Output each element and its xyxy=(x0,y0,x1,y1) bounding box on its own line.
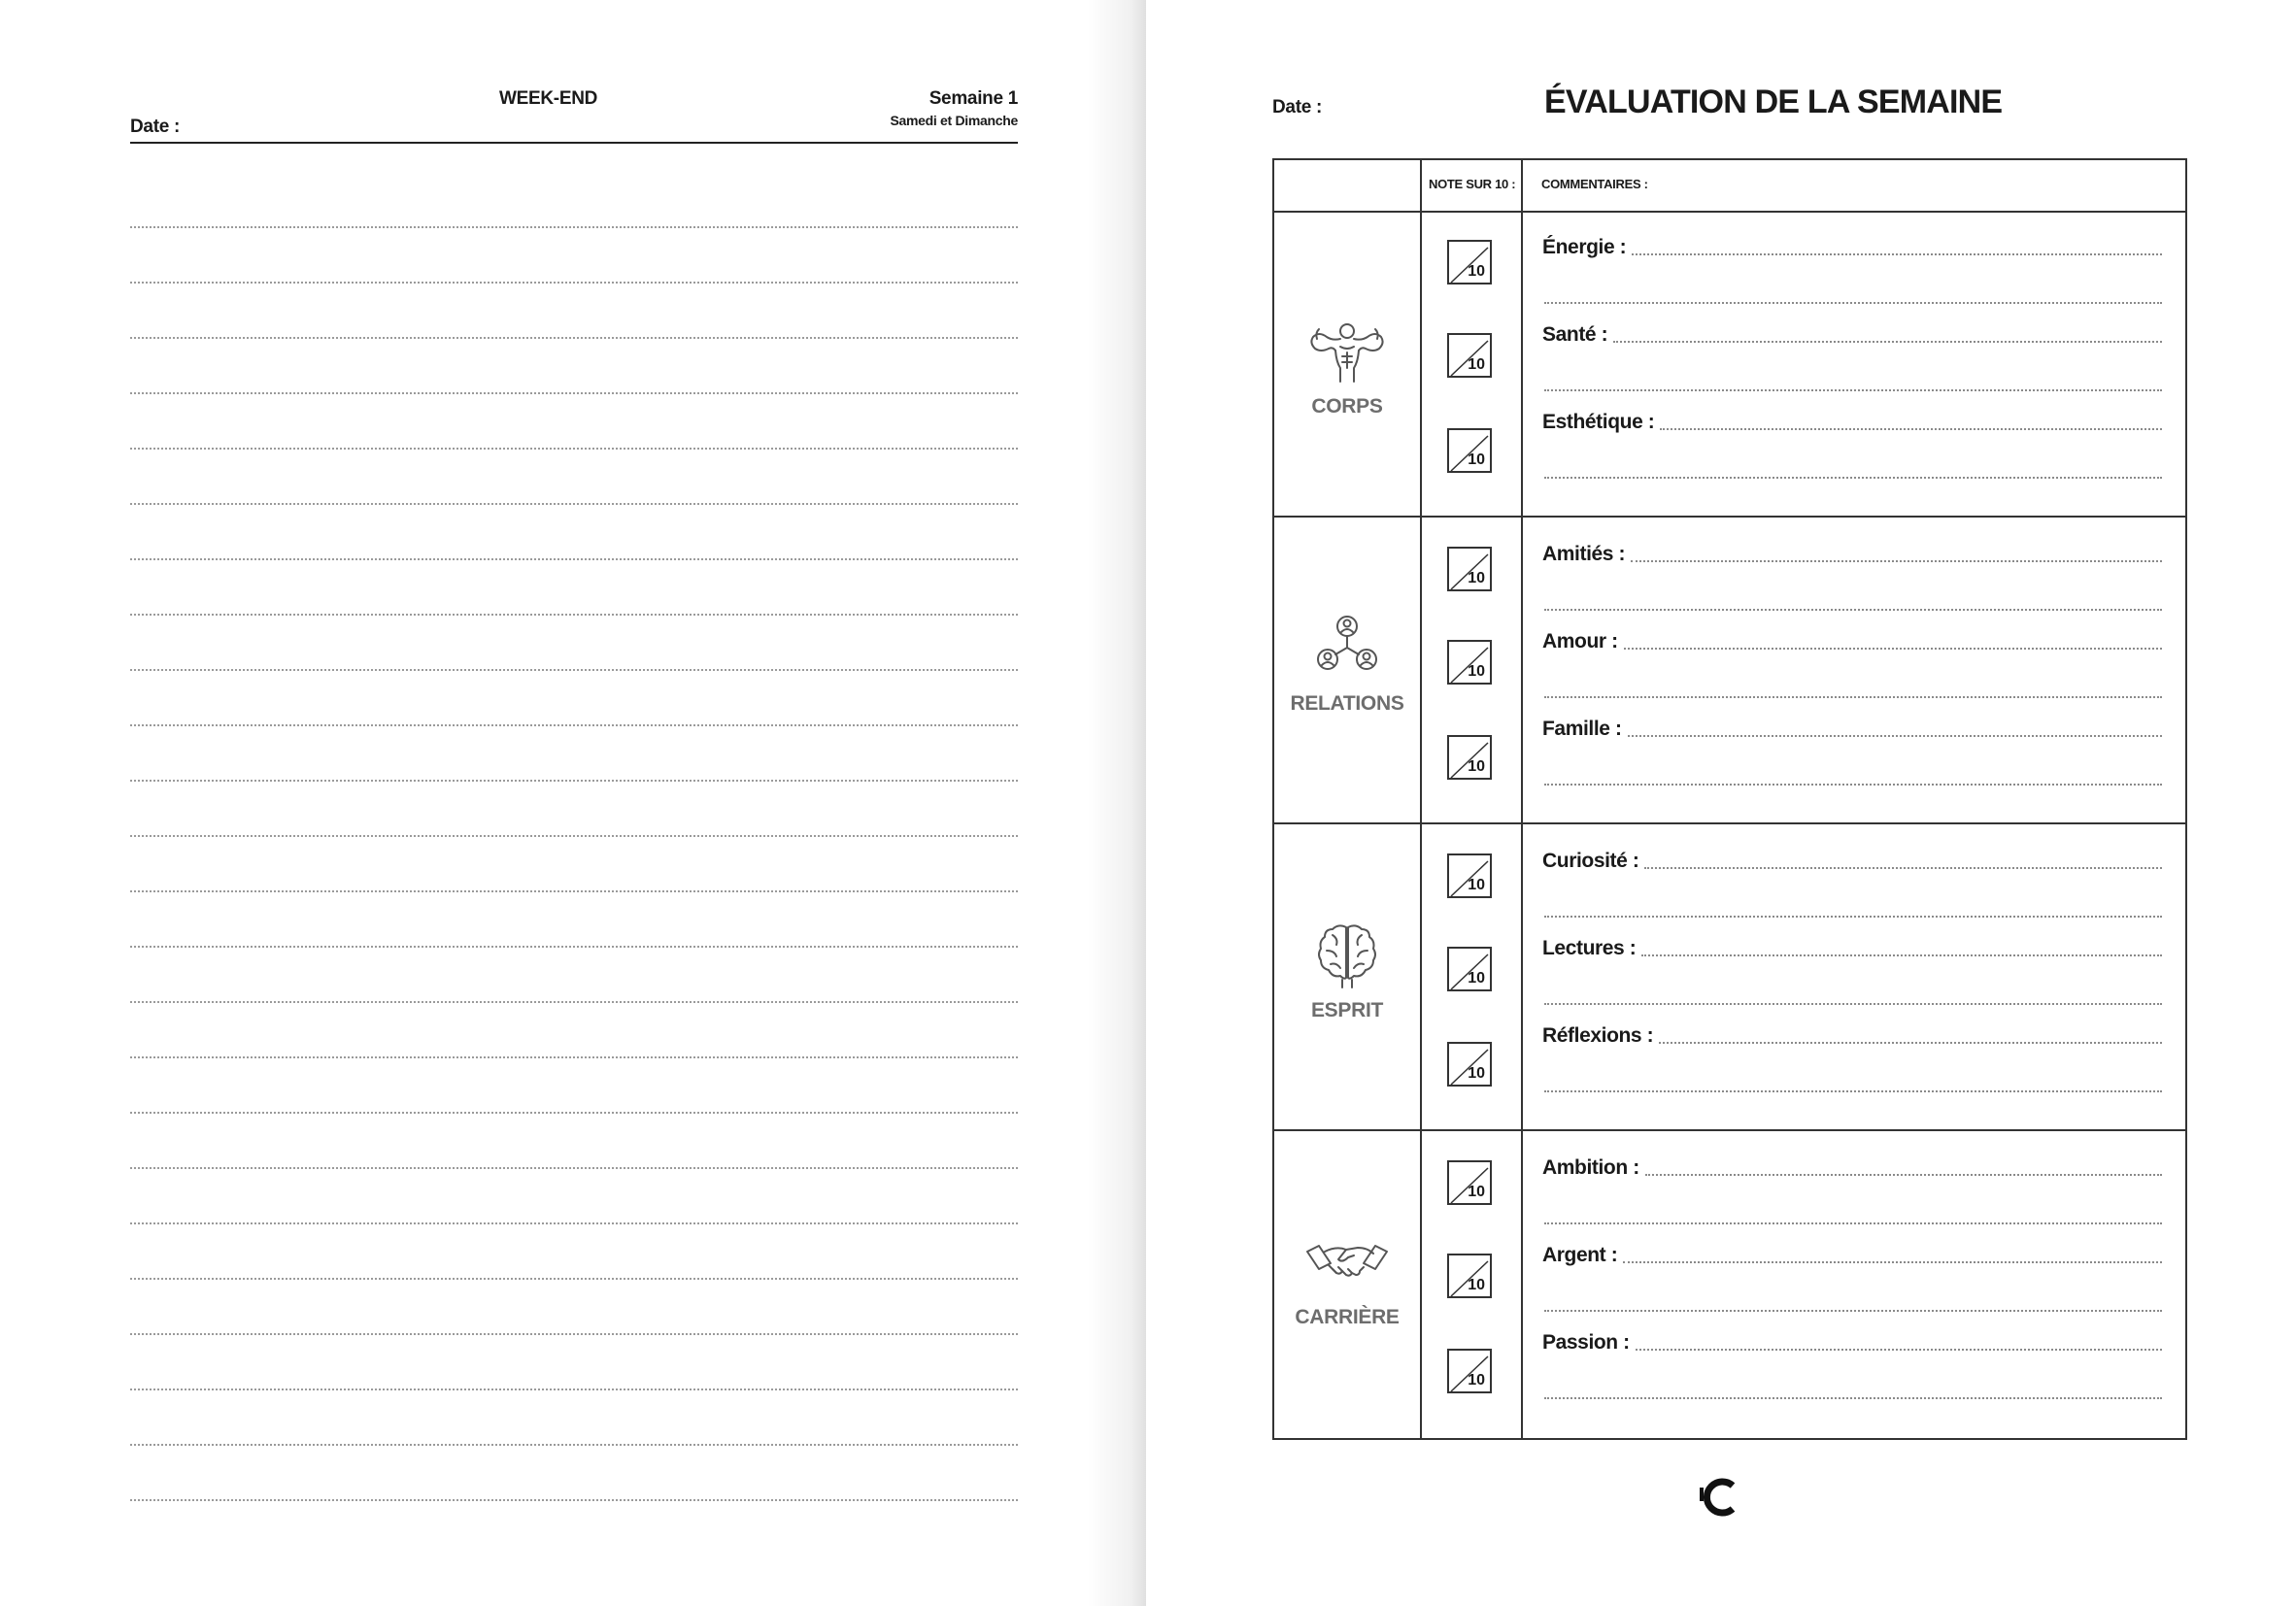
bodybuilder-icon xyxy=(1303,318,1391,385)
score-denominator: 10 xyxy=(1468,1372,1485,1389)
table-header-row xyxy=(1274,160,2185,213)
dotted-line[interactable] xyxy=(1544,916,2162,918)
score-input-box[interactable] xyxy=(1447,240,1492,284)
section-label: CORPS xyxy=(1311,395,1383,418)
writing-line[interactable] xyxy=(130,1280,1018,1335)
dotted-line[interactable] xyxy=(1544,1003,2162,1005)
score-denominator: 10 xyxy=(1468,356,1485,373)
comment-field[interactable] xyxy=(1542,1019,2162,1092)
dotted-line[interactable] xyxy=(1544,477,2162,479)
comment-field[interactable] xyxy=(1542,318,2162,391)
writing-line[interactable] xyxy=(130,228,1018,284)
comment-field[interactable] xyxy=(1542,1325,2162,1399)
comment-label: Esthétique : xyxy=(1542,411,1655,433)
score-denominator: 10 xyxy=(1468,1184,1485,1200)
dotted-line[interactable] xyxy=(1631,560,2162,562)
dotted-line[interactable] xyxy=(1544,696,2162,698)
handshake-icon xyxy=(1303,1228,1391,1296)
score-input-box[interactable] xyxy=(1447,947,1492,991)
writing-line[interactable] xyxy=(130,892,1018,948)
dotted-line[interactable] xyxy=(1624,648,2162,650)
comment-field[interactable] xyxy=(1542,230,2162,304)
comment-label: Curiosité : xyxy=(1542,850,1639,872)
comment-label: Passion : xyxy=(1542,1331,1630,1354)
people-network-icon xyxy=(1303,615,1391,683)
section-corps xyxy=(1274,211,2185,518)
dotted-line[interactable] xyxy=(1544,1222,2162,1224)
dotted-line[interactable] xyxy=(1628,735,2162,737)
date-label: Date : xyxy=(130,117,180,137)
writing-line[interactable] xyxy=(130,339,1018,394)
comment-label: Lectures : xyxy=(1542,937,1637,959)
comment-field[interactable] xyxy=(1542,1151,2162,1224)
date-label: Date : xyxy=(1272,97,1322,117)
dotted-line[interactable] xyxy=(1623,1261,2162,1263)
dotted-line[interactable] xyxy=(1544,1090,2162,1092)
score-denominator: 10 xyxy=(1468,1277,1485,1293)
page-title-weekend: WEEK-END xyxy=(499,88,598,109)
score-input-box[interactable] xyxy=(1447,547,1492,591)
right-page xyxy=(1146,0,2296,1606)
section-esprit xyxy=(1274,824,2185,1131)
score-input-box[interactable] xyxy=(1447,333,1492,378)
dotted-line[interactable] xyxy=(1632,253,2162,255)
score-input-box[interactable] xyxy=(1447,735,1492,780)
comment-field[interactable] xyxy=(1542,537,2162,611)
comment-label: Famille : xyxy=(1542,718,1622,740)
comment-label: Réflexions : xyxy=(1542,1024,1654,1047)
comment-field[interactable] xyxy=(1542,844,2162,918)
writing-line[interactable] xyxy=(130,1335,1018,1390)
writing-line[interactable] xyxy=(130,394,1018,450)
writing-line[interactable] xyxy=(130,948,1018,1003)
score-denominator: 10 xyxy=(1468,970,1485,987)
comment-label: Amitiés : xyxy=(1542,543,1626,565)
dotted-line[interactable] xyxy=(1544,389,2162,391)
section-carrière xyxy=(1274,1131,2185,1438)
writing-line[interactable] xyxy=(130,1390,1018,1446)
score-input-box[interactable] xyxy=(1447,428,1492,473)
page-title: ÉVALUATION DE LA SEMAINE xyxy=(1544,84,2003,120)
dotted-line[interactable] xyxy=(1644,867,2162,869)
week-days: Samedi et Dimanche xyxy=(890,113,1018,128)
score-denominator: 10 xyxy=(1468,452,1485,468)
comment-field[interactable] xyxy=(1542,405,2162,479)
score-input-box[interactable] xyxy=(1447,853,1492,898)
section-relations xyxy=(1274,518,2185,824)
comment-label: Amour : xyxy=(1542,630,1618,652)
brand-logo-icon xyxy=(1700,1476,1739,1519)
dotted-line[interactable] xyxy=(1544,784,2162,786)
writing-line[interactable] xyxy=(130,782,1018,837)
brain-icon xyxy=(1303,921,1391,989)
score-input-box[interactable] xyxy=(1447,1349,1492,1393)
writing-line[interactable] xyxy=(130,505,1018,560)
dotted-line[interactable] xyxy=(1544,302,2162,304)
dotted-line[interactable] xyxy=(1636,1349,2162,1351)
writing-line[interactable] xyxy=(130,616,1018,671)
writing-lines[interactable] xyxy=(130,226,1018,1501)
writing-line[interactable] xyxy=(130,671,1018,726)
evaluation-table xyxy=(1272,158,2187,1440)
score-input-box[interactable] xyxy=(1447,1254,1492,1298)
left-page xyxy=(0,0,1127,1606)
writing-line[interactable] xyxy=(130,1058,1018,1114)
dotted-line[interactable] xyxy=(1641,954,2162,956)
score-input-box[interactable] xyxy=(1447,640,1492,685)
writing-line[interactable] xyxy=(130,560,1018,616)
score-denominator: 10 xyxy=(1468,263,1485,280)
dotted-line[interactable] xyxy=(1544,609,2162,611)
writing-line[interactable] xyxy=(130,450,1018,505)
comment-field[interactable] xyxy=(1542,931,2162,1005)
section-label: CARRIÈRE xyxy=(1295,1306,1400,1328)
writing-line[interactable] xyxy=(130,284,1018,339)
writing-line[interactable] xyxy=(130,1169,1018,1224)
comment-field[interactable] xyxy=(1542,1238,2162,1312)
week-number: Semaine 1 xyxy=(929,88,1018,109)
comment-label: Énergie : xyxy=(1542,236,1627,258)
section-label: RELATIONS xyxy=(1290,692,1404,715)
comment-field[interactable] xyxy=(1542,712,2162,786)
score-input-box[interactable] xyxy=(1447,1042,1492,1087)
score-denominator: 10 xyxy=(1468,663,1485,680)
writing-line[interactable] xyxy=(130,1224,1018,1280)
comment-label: Argent : xyxy=(1542,1244,1618,1266)
section-label: ESPRIT xyxy=(1310,999,1384,1021)
dotted-line[interactable] xyxy=(1613,341,2162,343)
writing-line[interactable] xyxy=(130,837,1018,892)
writing-line[interactable] xyxy=(130,1114,1018,1169)
left-page-header xyxy=(130,85,1018,144)
dotted-line[interactable] xyxy=(1659,1042,2162,1044)
dotted-line[interactable] xyxy=(1645,1174,2162,1176)
dotted-line[interactable] xyxy=(1660,428,2162,430)
dotted-line[interactable] xyxy=(1544,1397,2162,1399)
score-input-box[interactable] xyxy=(1447,1160,1492,1205)
score-denominator: 10 xyxy=(1468,1065,1485,1082)
writing-line[interactable] xyxy=(130,1003,1018,1058)
score-denominator: 10 xyxy=(1468,758,1485,775)
score-column-header: NOTE SUR 10 : xyxy=(1429,177,1516,191)
comments-column-header: COMMENTAIRES : xyxy=(1541,177,1648,191)
writing-line[interactable] xyxy=(130,726,1018,782)
score-denominator: 10 xyxy=(1468,570,1485,586)
comment-label: Ambition : xyxy=(1542,1156,1639,1179)
dotted-line[interactable] xyxy=(1544,1310,2162,1312)
comment-field[interactable] xyxy=(1542,624,2162,698)
writing-line[interactable] xyxy=(130,1446,1018,1501)
score-denominator: 10 xyxy=(1468,877,1485,893)
comment-label: Santé : xyxy=(1542,323,1608,346)
